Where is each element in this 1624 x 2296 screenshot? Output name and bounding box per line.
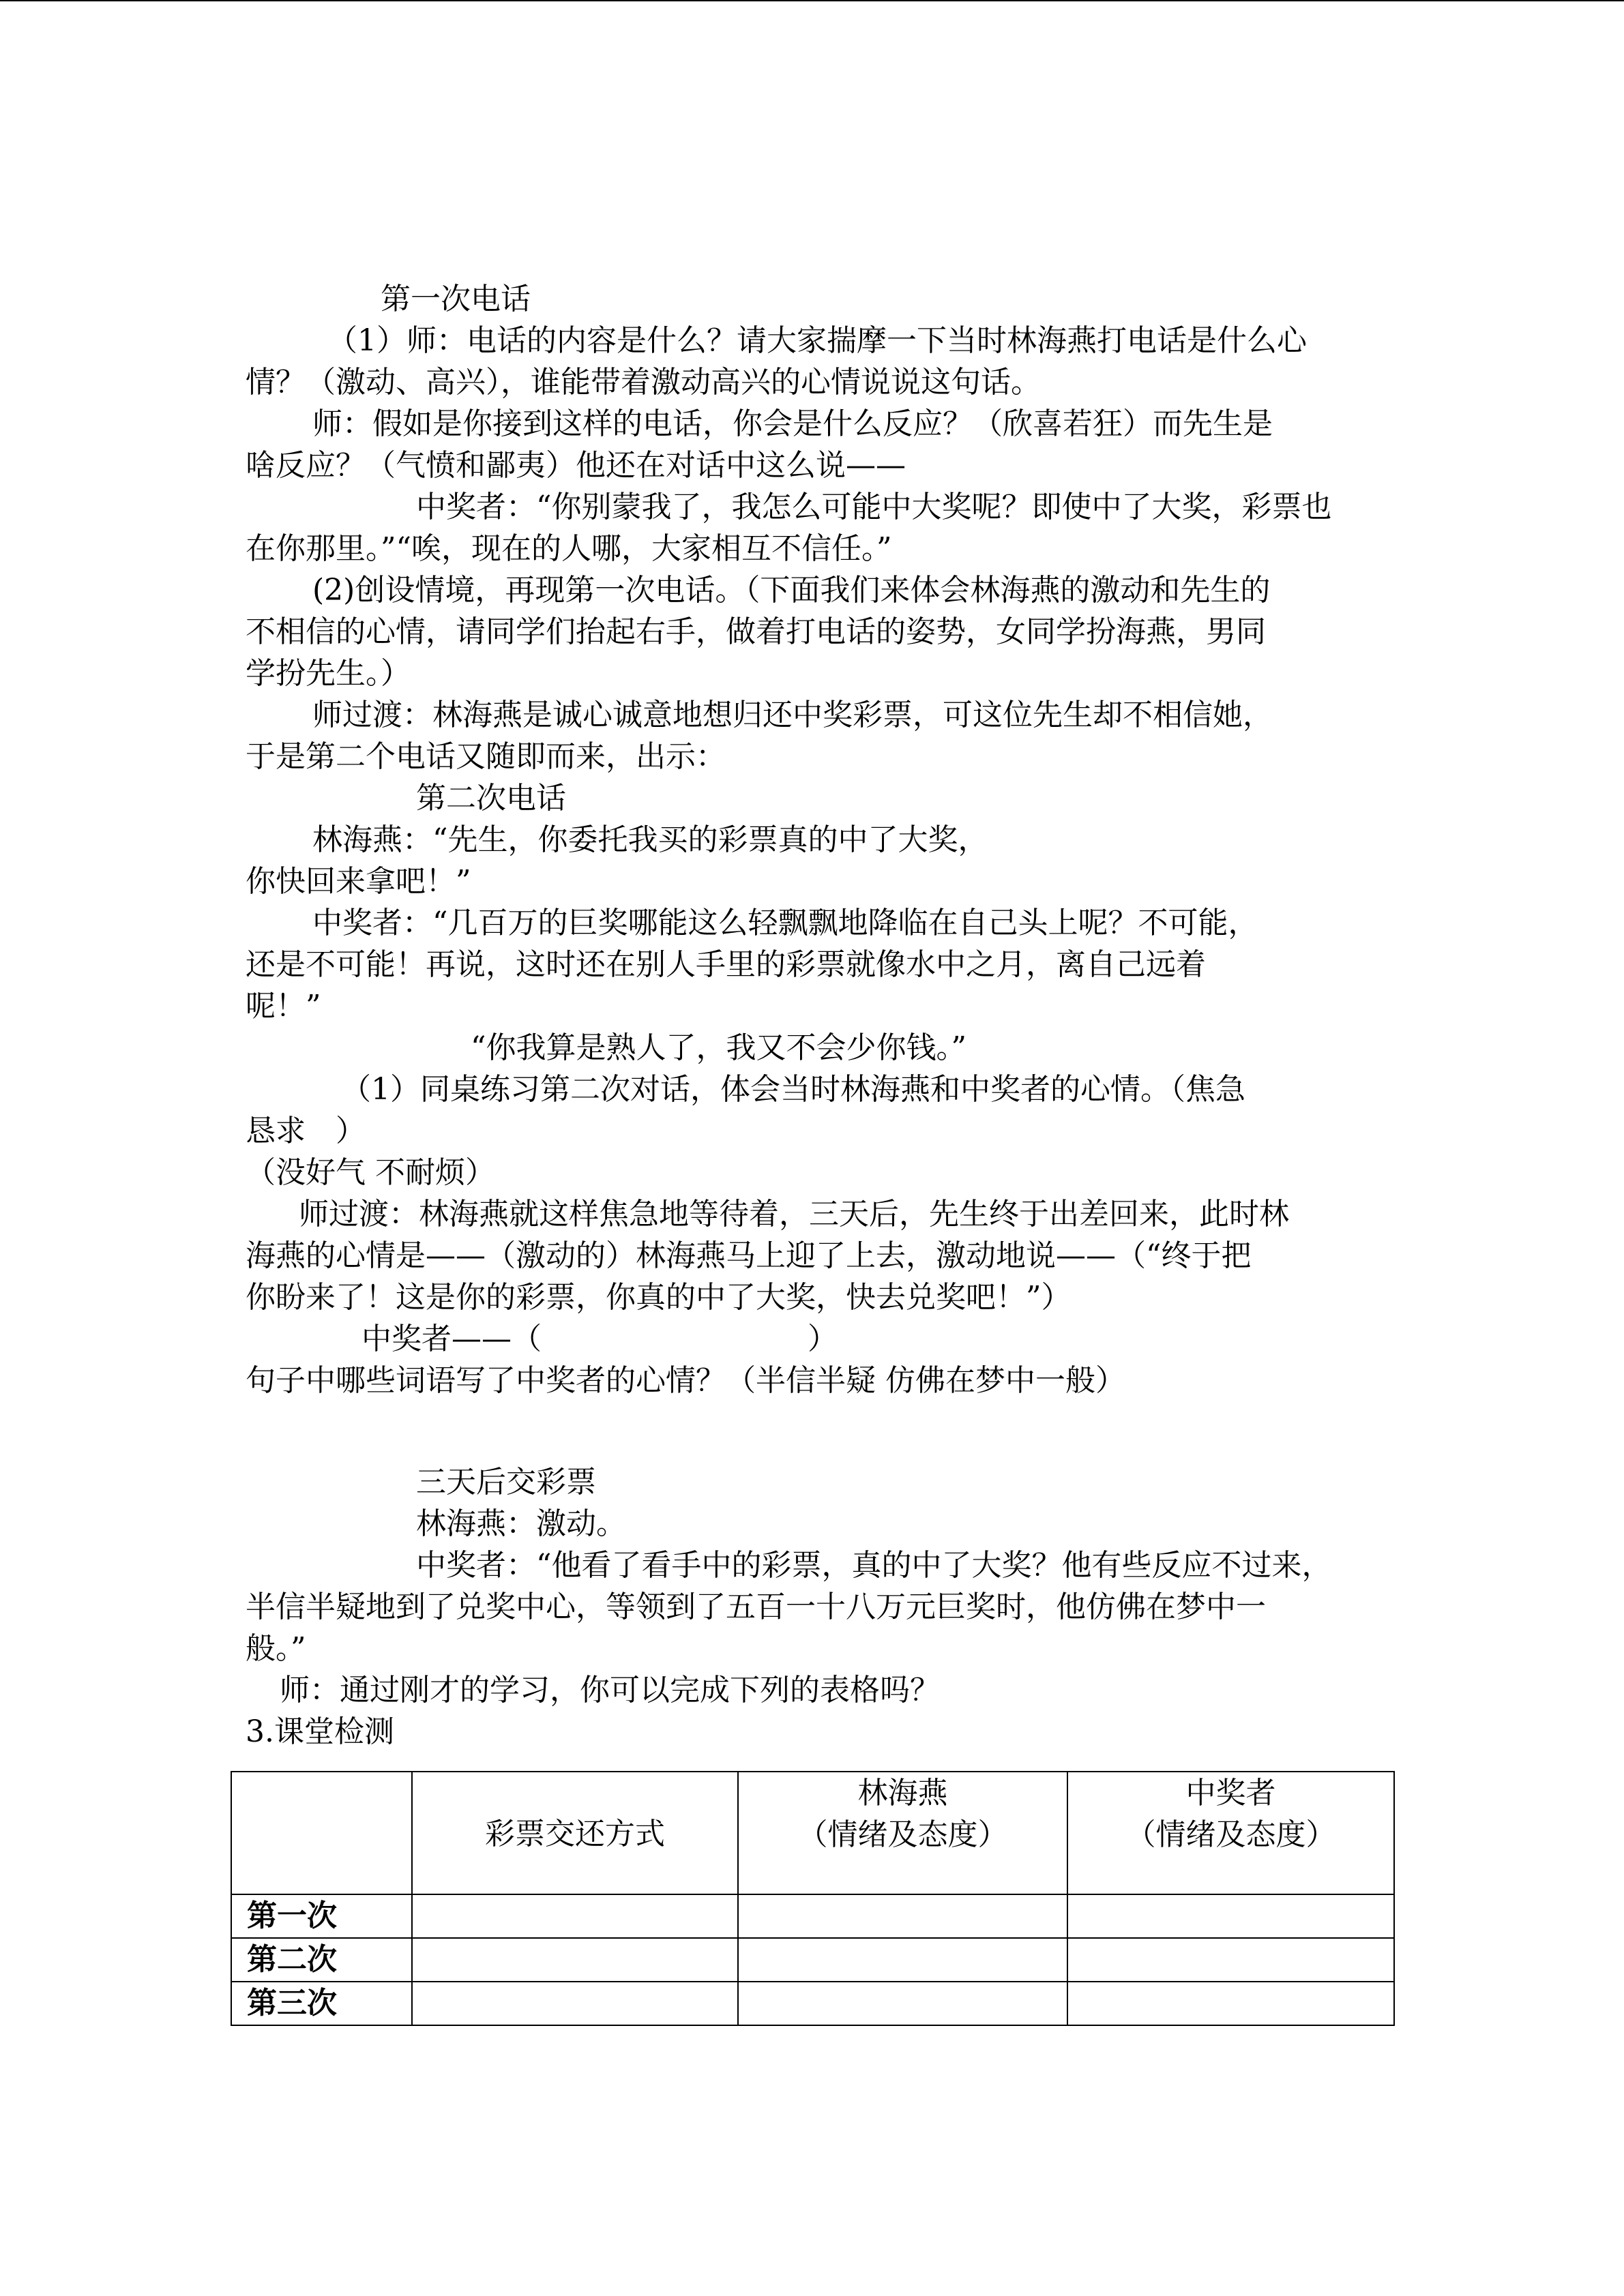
section-heading-first-call: 第一次电话 — [381, 282, 531, 316]
paragraph-line: 恳求 ） — [246, 1114, 366, 1148]
row-label: 第一次 — [231, 1894, 412, 1938]
section-heading-third: 三天后交彩票 — [416, 1465, 596, 1500]
dialogue-line: “你我算是熟人了，我又不会少你钱。” — [471, 1030, 966, 1065]
dialogue-line: 中奖者：“你别蒙我了，我怎么可能中大奖呢？即使中了大奖，彩票也 — [416, 490, 1332, 524]
classroom-check-table — [231, 1771, 1395, 2026]
dialogue-line: 还是不可能！再说，这时还在别人手里的彩票就像水中之月，离自己远着 — [246, 947, 1206, 982]
paragraph-line: 啥反应？（气愤和鄙夷）他还在对话中这么说—— — [246, 448, 906, 483]
dialogue-line: 中奖者：“他看了看手中的彩票，真的中了大奖？他有些反应不过来， — [416, 1548, 1332, 1583]
table-header-cell — [738, 1772, 1067, 1894]
paragraph-line: （1）同桌练习第二次对话，体会当时林海燕和中奖者的心情。（焦急 — [341, 1072, 1245, 1107]
paragraph-line: (2)创设情境，再现第一次电话。（下面我们来体会林海燕的激动和先生的 — [312, 573, 1271, 608]
paragraph-line: 海燕的心情是——（激动的）林海燕马上迎了上去，激动地说——（“终于把 — [246, 1238, 1252, 1273]
table-row — [231, 1894, 1394, 1938]
paragraph-line: （没好气 不耐烦） — [246, 1155, 495, 1190]
spacer — [246, 1401, 1391, 1461]
paragraph-line: 师过渡：林海燕就这样焦急地等待着，三天后，先生终于出差回来，此时林 — [299, 1197, 1289, 1232]
header-name: 林海燕 — [857, 1776, 948, 1810]
dialogue-line: 中奖者：“几百万的巨奖哪能这么轻飘飘地降临在自己头上呢？不可能， — [312, 906, 1258, 940]
paragraph-line: 学扮先生。） — [246, 656, 411, 691]
document-body — [246, 278, 1391, 1753]
paragraph-line: 师：通过刚才的学习，你可以完成下列的表格吗？ — [280, 1673, 940, 1708]
paragraph-line: 师过渡：林海燕是诚心诚意地想归还中奖彩票，可这位先生却不相信她， — [312, 698, 1273, 732]
table-header-cell — [1067, 1772, 1394, 1894]
row-label: 第三次 — [231, 1982, 412, 2025]
dialogue-line: 半信半疑地到了兑奖中心，等领到了五百一十八万元巨奖时，他仿佛在梦中一 — [246, 1590, 1266, 1624]
answer-cell[interactable] — [1067, 1982, 1394, 2025]
dialogue-line: 在你那里。”“唉，现在的人哪，大家相互不信任。” — [246, 531, 892, 566]
dialogue-line: 你快回来拿吧！” — [246, 864, 471, 899]
answer-cell[interactable] — [1067, 1894, 1394, 1938]
answer-cell[interactable] — [412, 1982, 738, 2025]
dialogue-line: 林海燕：激动。 — [416, 1506, 626, 1541]
paragraph-line: 不相信的心情，请同学们抬起右手，做着打电话的姿势，女同学扮海燕，男同 — [246, 614, 1266, 649]
paragraph-line: （1）师：电话的内容是什么？请大家揣摩一下当时林海燕打电话是什么心 — [327, 323, 1307, 358]
paragraph-line: 你盼来了！这是你的彩票，你真的中了大奖，快去兑奖吧！”） — [246, 1280, 1072, 1315]
table-row — [231, 1938, 1394, 1982]
table-corner-cell — [231, 1772, 412, 1894]
dialogue-line: 般。” — [246, 1631, 306, 1666]
paragraph-line: 情？（激动、高兴），谁能带着激动高兴的心情说说这句话。 — [246, 365, 1041, 400]
answer-cell[interactable] — [412, 1938, 738, 1982]
dialogue-line: 呢！” — [246, 989, 321, 1024]
table-header-row — [231, 1772, 1394, 1894]
table-row — [231, 1982, 1394, 2025]
answer-cell[interactable] — [738, 1938, 1067, 1982]
paragraph-line: 师：假如是你接到这样的电话，你会是什么反应？（欣喜若狂）而先生是 — [312, 406, 1273, 441]
answer-cell[interactable] — [738, 1982, 1067, 2025]
answer-cell[interactable] — [738, 1894, 1067, 1938]
answer-cell[interactable] — [1067, 1938, 1394, 1982]
dialogue-line: 林海燕：“先生，你委托我买的彩票真的中了大奖， — [312, 822, 988, 857]
fill-in-line — [246, 1318, 1391, 1360]
header-sub: （情绪及态度） — [797, 1817, 1008, 1852]
fill-in-suffix: ） — [808, 1322, 838, 1356]
answer-cell[interactable] — [412, 1894, 738, 1938]
paragraph-line: 于是第二个电话又随即而来，出示： — [246, 739, 726, 774]
section-heading-second-call: 第二次电话 — [416, 781, 566, 816]
section-heading-classroom-check: 3.课堂检测 — [246, 1714, 394, 1749]
fill-in-prefix: 中奖者——（ — [361, 1322, 542, 1356]
header-sub: （情绪及态度） — [1125, 1817, 1336, 1852]
header-name: 中奖者 — [1185, 1776, 1276, 1810]
table-header-cell: 彩票交还方式 — [412, 1772, 738, 1894]
page-top-border — [0, 0, 1624, 1]
row-label: 第二次 — [231, 1938, 412, 1982]
paragraph-line: 句子中哪些词语写了中奖者的心情？（半信半疑 仿佛在梦中一般） — [246, 1363, 1125, 1398]
